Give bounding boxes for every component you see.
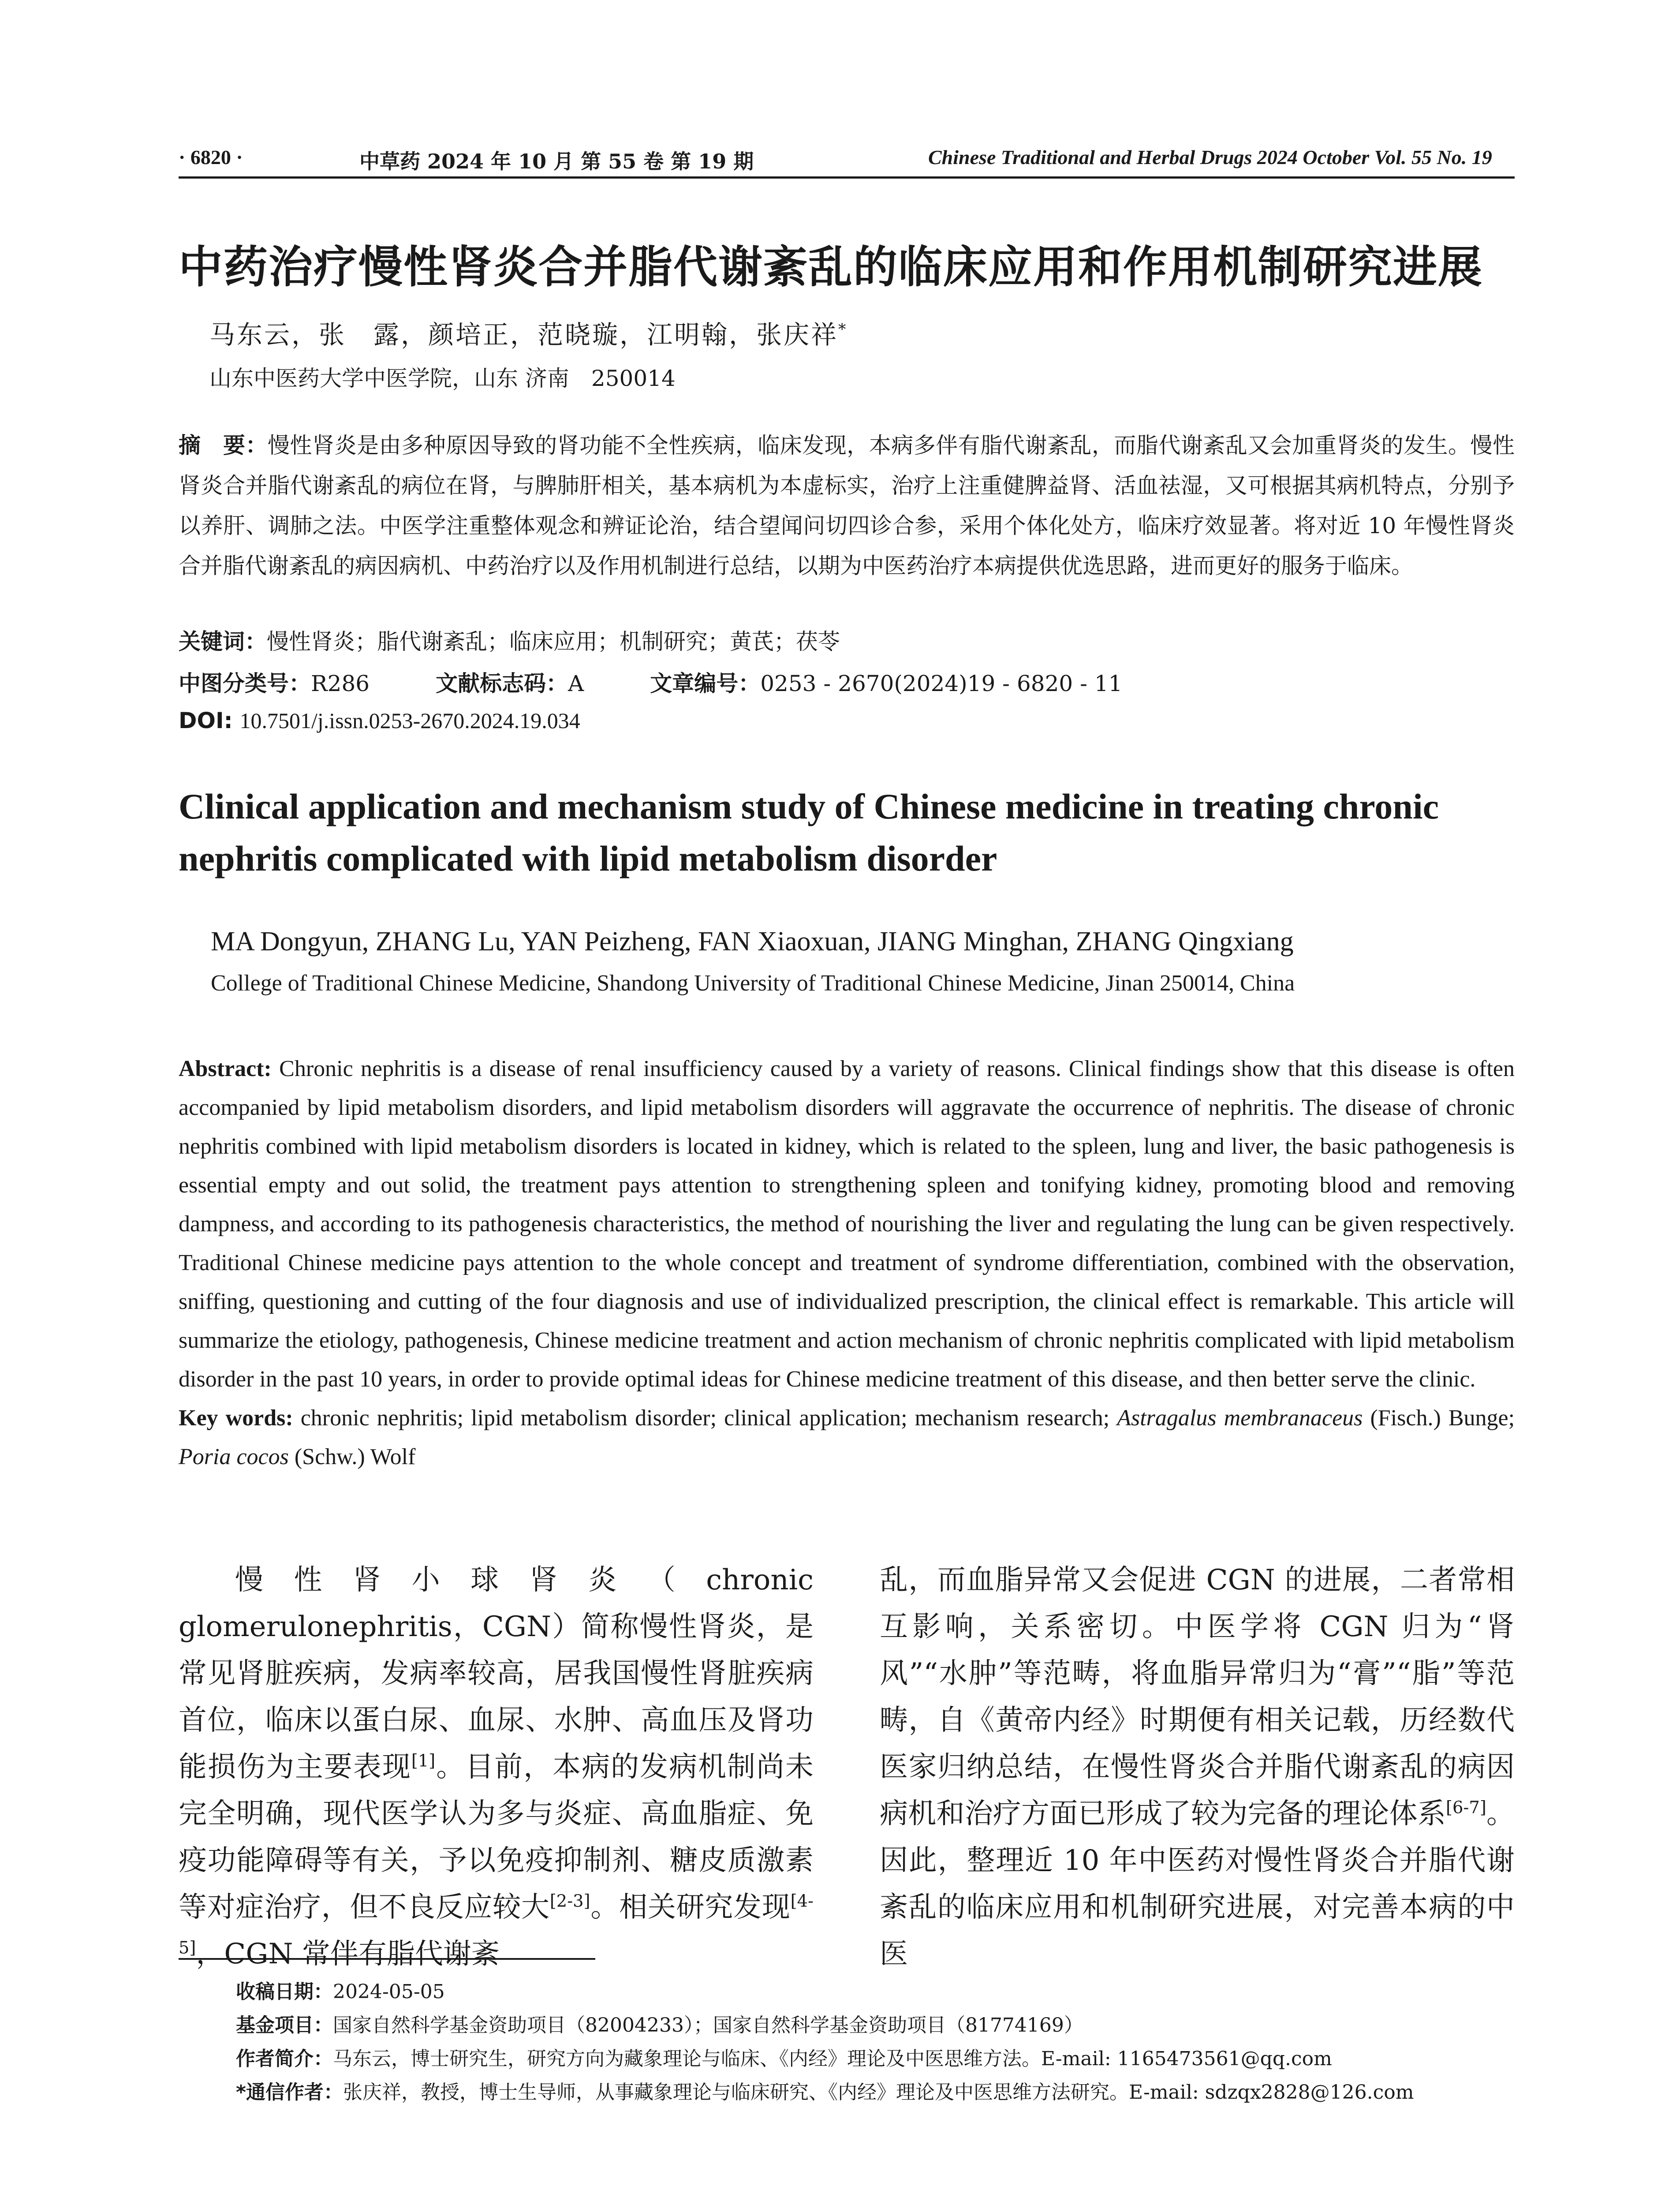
affiliation-en: College of Traditional Chinese Medicine, Shandong University of Traditional Chinese Medicine, Jinan 250014, China [211, 971, 1295, 996]
authors-en: MA Dongyun, ZHANG Lu, YAN Peizheng, FAN Xiaoxuan, JIANG Minghan, ZHANG Qingxiang [211, 927, 1294, 957]
body-text: 。因此，整理近 10 年中医药对慢性肾炎合并脂代谢紊乱的临床应用和机制研究进展，对完善本病的中医 [880, 1798, 1515, 1970]
citation[interactable]: [1] [411, 1751, 436, 1771]
abstract-en-text: Chronic nephritis is a disease of renal insufficiency caused by a variety of reasons. Clinical findings show that this disease is often accompanied by lipid metabolism disorders, and lipid metabolism disorders will aggravate the occurrence of nephritis. The disease of chronic nephritis combined with lipid metabolism disorders is located in kidney, which is related to the spleen, lung and liver, the basic pathogenesis is essential empty and out solid, the treatment pays attention to strengthening spleen and tonifying kidney, promoting blood and removing dampness, and according to its pathogenesis characteristics, the method of nourishing the liver and regulating the lung can be given respectively. Traditional Chinese medicine pays attention to the whole concept and treatment of syndrome differentiation, combined with the observation, sniffing, questioning and cutting of the four diagnosis and use of individualized prescription, the clinical effect is remarkable. This article will summarize the etiology, pathogenesis, Chinese medicine treatment and action mechanism of chronic nephritis complicated with lipid metabolism disorder in the past 10 years, in order to provide optimal ideas for Chinese medicine treatment of this disease, and then better serve the clinic. [179, 1056, 1515, 1392]
footnote-received [236, 1976, 445, 2004]
articleno-label: 文章编号： [650, 671, 761, 696]
body-text: 慢性肾小球肾炎（chronic glomerulonephritis，CGN）简称慢性肾炎，是常见肾脏疾病，发病率较高，居我国慢性肾脏疾病首位，临床以蛋白尿、血尿、水肿、高血压及肾功能损伤为主要表现 [179, 1564, 814, 1783]
running-header [179, 141, 1515, 176]
authors-cn [209, 314, 847, 351]
clc-value: R286 [311, 671, 370, 696]
citation[interactable]: [6-7] [1446, 1798, 1486, 1818]
citation[interactable]: [4-5] [179, 1891, 814, 1958]
title-cn: 中药治疗慢性肾炎合并脂代谢紊乱的临床应用和作用机制研究进展 [179, 241, 1483, 293]
keywords-en-label: Key words: [179, 1405, 293, 1431]
doi-label: DOI: [179, 708, 233, 733]
received-label: 收稿日期： [236, 1981, 333, 2003]
author-label: 作者简介： [236, 2048, 333, 2070]
fund-label: 基金项目： [236, 2014, 333, 2037]
keyword-species-2: Poria cocos [179, 1444, 289, 1469]
title-en: Clinical application and mechanism study of Chinese medicine in treating chronic nephritis complicated with lipid metabolism disorder [179, 786, 1439, 878]
footnote-corresponding [236, 2076, 1414, 2104]
keyword-authority-1: (Fisch.) Bunge; [1370, 1405, 1515, 1431]
keywords-cn [179, 624, 840, 656]
keywords-en-text: chronic nephritis; lipid metabolism disorder; clinical application; mechanism research; [300, 1405, 1110, 1431]
affiliation-cn: 山东中医药大学中医学院，山东 济南 250014 [209, 366, 676, 391]
articleno-value: 0253 - 2670(2024)19 - 6820 - 11 [760, 671, 1123, 696]
header-rule [179, 176, 1515, 179]
page-number: · 6820 · [179, 146, 243, 168]
corresponding-label: *通信作者： [236, 2081, 343, 2104]
body-column-left [179, 1557, 814, 1977]
doi-value: 10.7501/j.issn.0253-2670.2024.19.034 [239, 708, 580, 733]
doccode-label: 文献标志码： [436, 671, 568, 696]
body-text: 。相关研究发现 [590, 1891, 791, 1924]
abstract-en [179, 1050, 1515, 1476]
journal-name-en: Chinese Traditional and Herbal Drugs 2024 October Vol. 55 No. 19 [928, 146, 1492, 168]
abstract-en-label: Abstract: [179, 1056, 272, 1081]
keyword-authority-2: (Schw.) Wolf [294, 1444, 416, 1469]
journal-name-cn: 中草药 2024 年 10 月 第 55 卷 第 19 期 [359, 149, 754, 173]
authors-cn-names: 马东云，张 露，颜培正，范晓璇，江明翰，张庆祥 [209, 320, 839, 350]
body-text: 乱，而血脂异常又会促进 CGN 的进展，二者常相互影响，关系密切。中医学将 CGN 归为“肾风”“水肿”等范畴，将血脂异常归为“膏”“脂”等范畴，自《黄帝内经》时期便有相关记载，历经数代医家归纳总结，在慢性肾炎合并脂代谢紊乱的病因病机和治疗方面已形成了较为完备的理论体系 [880, 1564, 1515, 1830]
doccode-value: A [568, 671, 584, 696]
body-text: 。目前，本病的发病机制尚未完全明确，现代医学认为多与炎症、高血脂症、免疫功能障碍等有关，予以免疫抑制剂、糖皮质激素等对症治疗，但不良反应较大 [179, 1751, 814, 1924]
corresponding-value: 张庆祥，教授，博士生导师，从事藏象理论与临床研究、《内经》理论及中医思维方法研究。E-mail: sdzqx2828@126.com [343, 2081, 1414, 2104]
author-value: 马东云，博士研究生，研究方向为藏象理论与临床、《内经》理论及中医思维方法。E-mail: 1165473561@qq.com [333, 2048, 1332, 2070]
classification-line [179, 666, 1123, 698]
citation[interactable]: [2-3] [549, 1891, 590, 1911]
keywords-cn-label: 关键词： [179, 629, 267, 654]
body-column-right [880, 1557, 1515, 1977]
abstract-cn-label: 摘 要： [179, 433, 268, 458]
corresponding-mark: * [838, 321, 848, 339]
footnote-author [236, 2043, 1332, 2071]
fund-value: 国家自然科学基金资助项目（82004233）；国家自然科学基金资助项目（81774169） [333, 2014, 1083, 2037]
abstract-cn [179, 426, 1515, 586]
footnote-rule [179, 1958, 595, 1960]
received-value: 2024-05-05 [333, 1981, 445, 2003]
body-text: ，CGN 常伴有脂代谢紊 [196, 1938, 500, 1970]
keywords-cn-text: 慢性肾炎；脂代谢紊乱；临床应用；机制研究；黄芪；茯苓 [267, 629, 840, 654]
abstract-cn-text: 慢性肾炎是由多种原因导致的肾功能不全性疾病，临床发现，本病多伴有脂代谢紊乱，而脂代谢紊乱又会加重肾炎的发生。慢性肾炎合并脂代谢紊乱的病位在肾，与脾肺肝相关，基本病机为本虚标实，治疗上注重健脾益肾、活血祛湿，又可根据其病机特点，分别予以养肝、调肺之法。中医学注重整体观念和辨证论治，结合望闻问切四诊合参，采用个体化处方，临床疗效显著。将对近 10 年慢性肾炎合并脂代谢紊乱的病因病机、中药治疗以及作用机制进行总结，以期为中医药治疗本病提供优选思路，进而更好的服务于临床。 [179, 433, 1515, 579]
doi-line [179, 708, 580, 733]
clc-label: 中图分类号： [179, 671, 311, 696]
keyword-species-1: Astragalus membranaceus [1117, 1405, 1363, 1431]
footnote-fund [236, 2009, 1083, 2037]
